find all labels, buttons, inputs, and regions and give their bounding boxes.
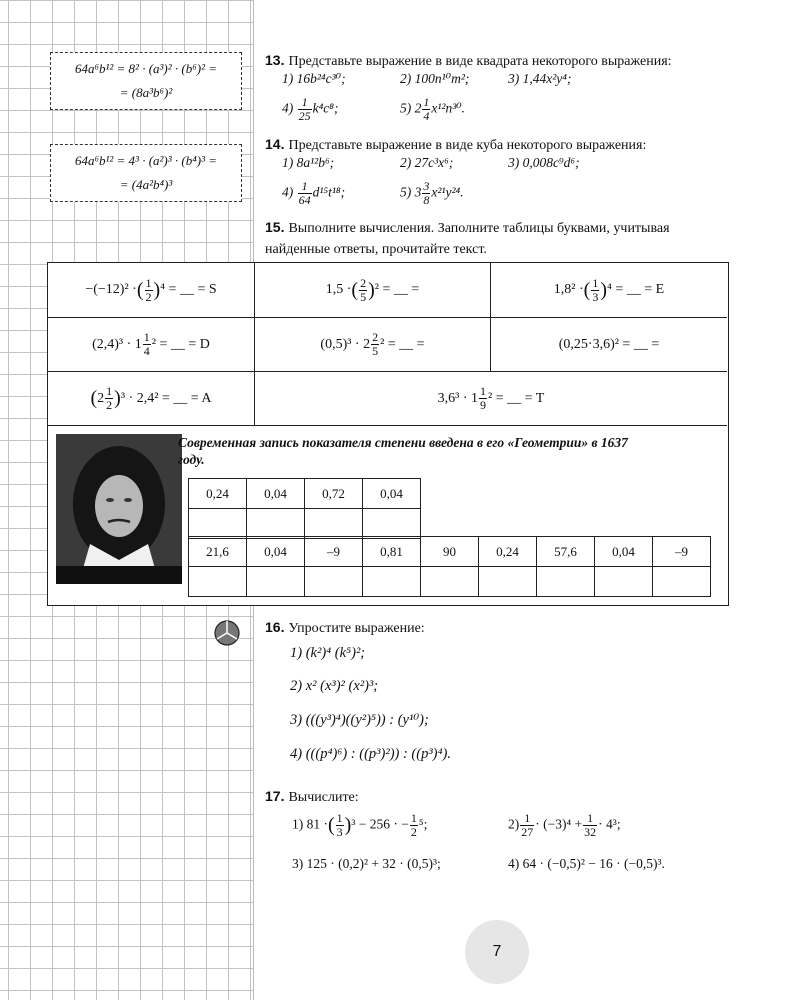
task-13-item-1: 1) 16b²⁴c³⁰;	[282, 71, 346, 86]
portrait-section	[48, 426, 727, 604]
fraction: $\frac{1}{4}$	[423, 95, 430, 123]
answer-value: 0,04	[247, 479, 305, 509]
fraction: $\frac{1}{64}$	[298, 179, 311, 207]
task-13-item-3: 3) 1,44x²y⁴;	[508, 71, 572, 86]
descartes-portrait	[56, 434, 182, 584]
answer-value: 0,81	[363, 537, 421, 567]
expr-cell: (2,4)³ · 1 $\frac{1}{4}$ ² = __ = D	[48, 318, 255, 372]
letter-cell[interactable]	[363, 509, 421, 539]
note-line: = (8a³b⁶)²	[119, 85, 173, 100]
task-14-item-4	[282, 180, 345, 207]
item-suffix: d¹⁵t¹⁸;	[312, 184, 346, 200]
answer-value: 21,6	[189, 537, 247, 567]
task-16	[265, 617, 735, 639]
task-17-item-2: 2) $\frac{1}{27}$ · (−3)⁴ + $\frac{1}{32}$ · 4³;	[508, 811, 621, 839]
note-line: 64a⁶b¹² = 4³ · (a²)³ · (b⁴)³ =	[74, 153, 218, 168]
item-suffix: x¹²n³⁰.	[431, 100, 466, 116]
task-text: Выполните вычисления. Заполните таблицы буквами, учитывая найденные ответы, прочитайте текст.	[265, 221, 670, 257]
task-16-item-1: 1) (k²)⁴ (k⁵)²;	[290, 645, 366, 661]
task-16-item-3: 3) (((y³)⁴)((y²)⁵)) : (y¹⁰);	[290, 712, 429, 728]
task-text: Вычислите:	[288, 790, 359, 805]
expr-cell: 1,8² · ( $\frac{1}{3}$ ) ⁴ = __ = E	[491, 263, 727, 318]
letter-cell[interactable]	[421, 567, 479, 597]
task-number: 14.	[265, 136, 285, 152]
task-14-item-3: 3) 0,008c⁹d⁶;	[508, 155, 580, 170]
item-suffix: k⁴c⁸;	[312, 100, 339, 116]
difficulty-circle-icon	[214, 620, 240, 651]
task-17	[265, 786, 735, 808]
answer-value: 0,24	[189, 479, 247, 509]
fraction: $\frac{3}{8}$	[423, 179, 430, 207]
task-16-item-2: 2) x² (x³)² (x²)³;	[290, 678, 379, 694]
answer-value: 0,04	[595, 537, 653, 567]
letter-cell[interactable]	[653, 567, 711, 597]
answer-value: 57,6	[537, 537, 595, 567]
letter-row	[189, 509, 421, 539]
item-prefix: 5) 2	[400, 100, 422, 116]
answer-value: 90	[421, 537, 479, 567]
answer-value: –9	[305, 537, 363, 567]
expr-cell: ( 2 $\frac{1}{2}$ ) ³ · 2,4² = __ = A	[48, 372, 255, 426]
task-14-item-1: 1) 8a¹²b⁶;	[282, 155, 335, 170]
answer-row	[189, 537, 711, 567]
task-number: 17.	[265, 788, 285, 804]
item-suffix: x²¹y²⁴.	[431, 184, 464, 200]
task-14-item-5	[400, 180, 464, 207]
letter-cell[interactable]	[595, 567, 653, 597]
margin-note-square	[50, 52, 242, 110]
answer-value: –9	[653, 537, 711, 567]
task-17-item-4: 4) 64 · (−0,5)² − 16 · (−0,5)³.	[508, 856, 665, 871]
answer-value: 0,72	[305, 479, 363, 509]
expr-cell: (0,5)³ · 2 $\frac{2}{5}$ ² = __ =	[255, 318, 491, 372]
letter-cell[interactable]	[363, 567, 421, 597]
task-number: 16.	[265, 619, 285, 635]
task-number: 13.	[265, 52, 285, 68]
task-13	[265, 50, 735, 72]
task-14-item-2: 2) 27c³x⁶;	[400, 155, 454, 170]
answer-value: 0,04	[247, 537, 305, 567]
item-prefix: 4)	[282, 184, 294, 200]
answer-table-1	[188, 478, 421, 539]
answer-row	[189, 479, 421, 509]
note-line: = (4a²b⁴)³	[119, 177, 173, 192]
expr-cell: (0,25·3,6)² = __ =	[491, 318, 727, 372]
letter-cell[interactable]	[247, 509, 305, 539]
letter-cell[interactable]	[189, 509, 247, 539]
task-15	[265, 217, 735, 260]
expr-cell: 3,6³ · 1 $\frac{1}{9}$ ² = __ = T	[255, 372, 727, 426]
task-13-item-2: 2) 100n¹⁰m²;	[400, 71, 470, 86]
note-line: 64a⁶b¹² = 8² · (a³)² · (b⁶)² =	[74, 61, 218, 76]
fraction: $\frac{1}{25}$	[298, 95, 311, 123]
answer-value: 0,04	[363, 479, 421, 509]
letter-cell[interactable]	[189, 567, 247, 597]
portrait-caption: Современная запись показателя степени введена в его «Геометрии» в 1637 году.	[178, 435, 628, 467]
answer-value: 0,24	[479, 537, 537, 567]
task-17-item-1: 1) 81 ·( $\frac{1}{3}$ )³ − 256 · − $\frac{1}{2}$ ⁵;	[292, 811, 428, 839]
letter-cell[interactable]	[305, 567, 363, 597]
item-prefix: 5) 3	[400, 184, 422, 200]
letter-cell[interactable]	[247, 567, 305, 597]
task-text: Представьте выражение в виде квадрата некоторого выражения:	[288, 54, 672, 69]
task-text: Упростите выражение:	[288, 621, 425, 636]
answer-table-2	[188, 536, 711, 597]
item-prefix: 4)	[282, 100, 294, 116]
letter-row	[189, 567, 711, 597]
letter-cell[interactable]	[305, 509, 363, 539]
margin-note-cube	[50, 144, 242, 202]
task-13-item-5	[400, 96, 465, 123]
task-17-item-3: 3) 125 · (0,2)² + 32 · (0,5)³;	[292, 856, 441, 871]
task-13-item-4	[282, 96, 339, 123]
task-text: Представьте выражение в виде куба некоторого выражения:	[288, 138, 647, 153]
expr-cell: 1,5 · ( $\frac{2}{5}$ ) ² = __ =	[255, 263, 491, 318]
page-number: 7	[465, 920, 529, 984]
expr-cell: −(−12)² · ( $\frac{1}{2}$ ) ⁴ = __ = S	[48, 263, 255, 318]
exercise-table	[47, 262, 729, 606]
task-14	[265, 134, 735, 156]
task-16-item-4: 4) (((p⁴)⁶) : ((p³)²)) : ((p³)⁴).	[290, 746, 452, 762]
letter-cell[interactable]	[479, 567, 537, 597]
letter-cell[interactable]	[537, 567, 595, 597]
task-number: 15.	[265, 219, 285, 235]
